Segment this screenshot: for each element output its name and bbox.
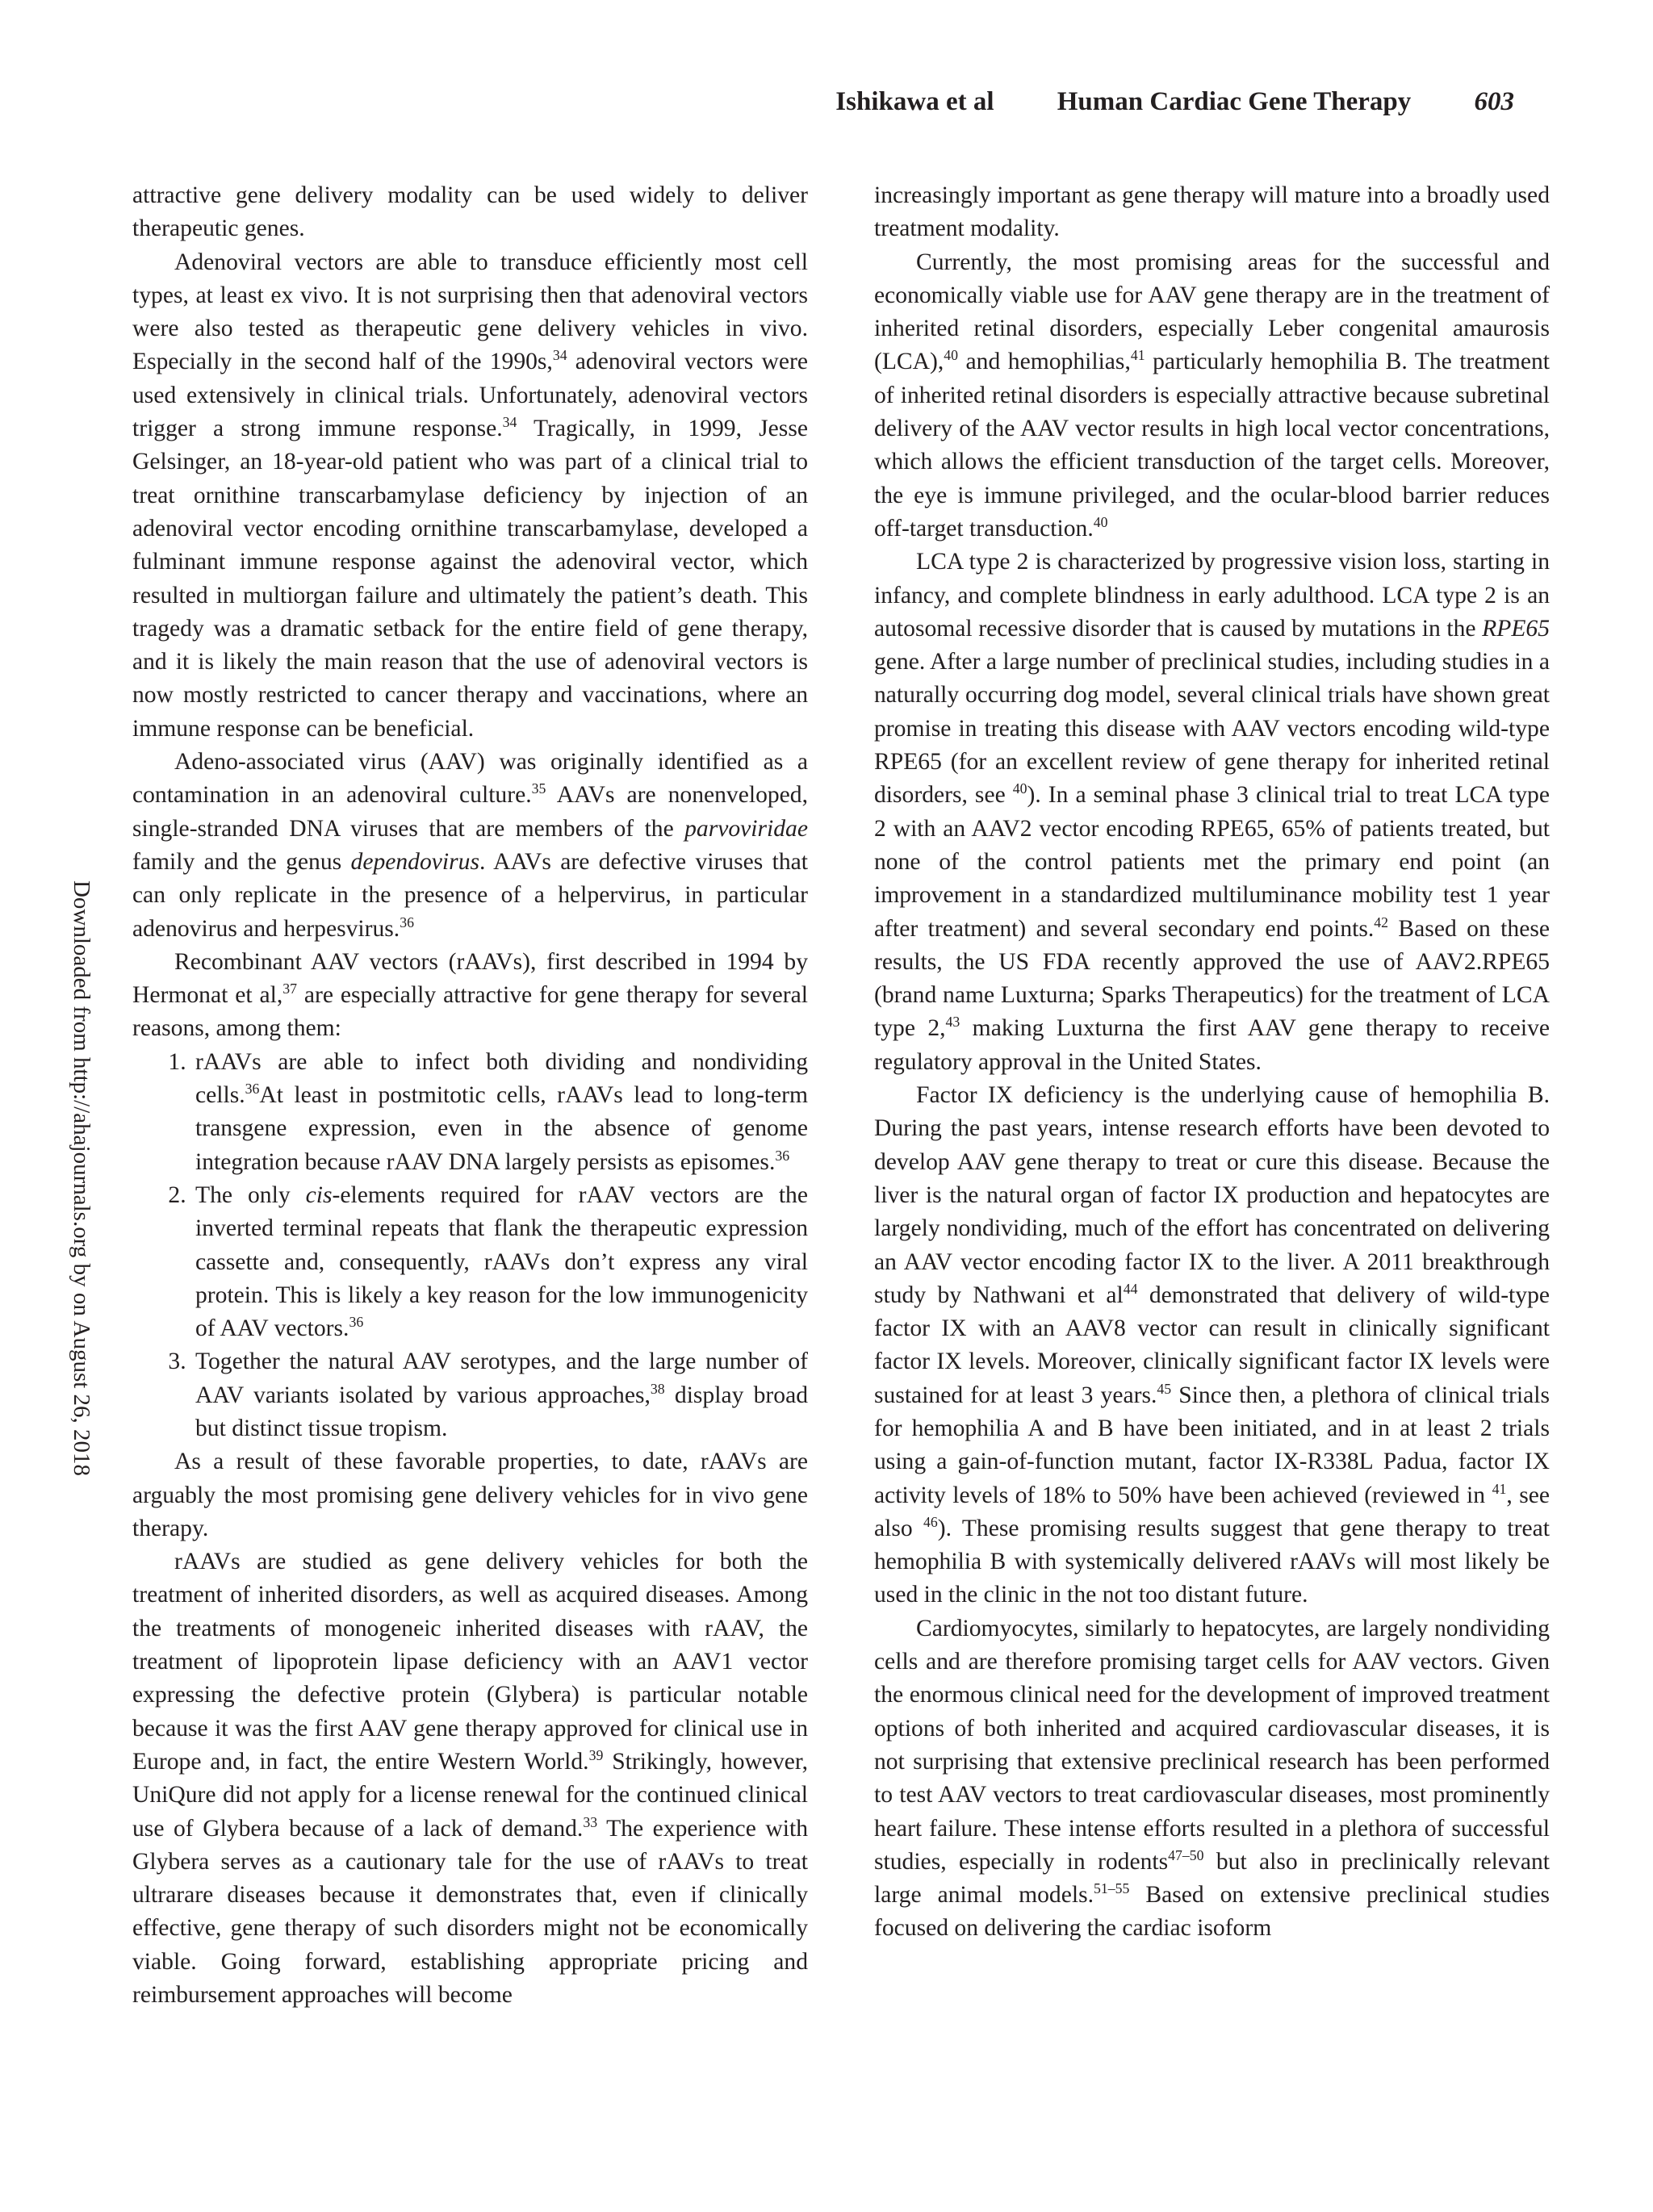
- citation: 38: [650, 1380, 665, 1397]
- citation: 35: [531, 780, 546, 797]
- citation: 42: [1374, 914, 1389, 930]
- header-authors: Ishikawa et al: [835, 87, 994, 116]
- right-column: [874, 179, 1550, 1946]
- paragraph-glybera: rAAVs are studied as gene delivery vehicles for both the treatment of inherited disorders, as well as acquired diseases. Among the treatments of monogeneic inherited diseases with rAAV, the treatment of lipoprotein lipase deficiency with an AAV1 vector expressing the defective protein (Glybera) is particular notable because it was the first AAV gene therapy approved for clinical use in Europe and, in fact, the entire Western World.$^{39}$ Strikingly, however, UniQure did not apply for a license renewal for the continued clinical use of Glybera because of a lack of demand.$^{33}$ The experience with Glybera serves as a cautionary tale for the use of rAAVs to treat ultrarare diseases because it demonstrates that, even if clinically effective, gene therapy of such disorders might not be economically viable. Going forward, establishing appropriate pricing and reimbursement approaches will become: [132, 1549, 809, 2009]
- paragraph-retinal: Currently, the most promising areas for the successful and economically viable use for AAV gene therapy are in the treatment of inherited retinal disorders, especially Leber congenital amaurosis (LCA),$^{40}$ and hemophilias,$^{41}$ particularly hemophilia B. The treatment of inherited retinal disorders is especially attractive because subretinal delivery of the AAV vector results in high local vector concentrations, which allows the efficient transduction of the target cells. Moreover, the eye is immune privileged, and the ocular-blood barrier reduces off-target transduction.$^{40}$: [874, 249, 1550, 542]
- citation: 44: [1123, 1280, 1138, 1297]
- citation: 37: [282, 981, 297, 997]
- left-column: [132, 179, 808, 2012]
- citation: 47–50: [1168, 1846, 1204, 1863]
- paragraph: As a result of these favorable properties, to date, rAAVs are arguably the most promising gene delivery vehicles for in vivo gene therapy.: [132, 1449, 808, 1541]
- citation: 41: [1492, 1480, 1507, 1497]
- citation: 36: [349, 1314, 364, 1331]
- citation: 36: [245, 1081, 260, 1098]
- paragraph: increasingly important as gene therapy will mature into a broadly used treatment modality.: [874, 182, 1550, 242]
- paragraph-aav: Adeno-associated virus (AAV) was originally identified as a contamination in an adenoviral culture.$^{35}$ AAVs are nonenveloped, single-stranded DNA viruses that are members of the parvoviridae family and the genus dependovirus. AAVs are defective viruses that can only replicate in the presence of a helpervirus, in particular adenovirus and herpesvirus.$^{36}$: [132, 749, 808, 942]
- paragraph-lca: LCA type 2 is characterized by progressive vision loss, starting in infancy, and complete blindness in early adulthood. LCA type 2 is an autosomal recessive disorder that is caused by mutations in the RPE65 gene. After a large number of preclinical studies, including studies in a naturally occurring dog model, several clinical trials have shown great promise in treating this disease with AAV vectors encoding wild-type RPE65 (for an excellent review of gene therapy for inherited retinal disorders, see $^{40}$). In a seminal phase 3 clinical trial to treat LCA type 2 with an AAV2 vector encoding RPE65, 65% of patients treated, but none of the control patients met the primary end point (an improvement in a standardized multiluminance mobility test 1 year after treatment) and several secondary end points.$^{42}$ Based on these results, the US FDA recently approved the use of AAV2.RPE65 (brand name Luxturna; Sparks Therapeutics) for the treatment of LCA type 2,43 making Luxturna the first AAV gene therapy to receive regulatory approval in the United States.: [874, 549, 1550, 1075]
- list-item: 1. rAAVs are able to infect both dividing and nondividing cells.$^{36}$At least in postmitotic cells, rAAVs lead to long-term transgene expression, even in the absence of genome integration because rAAV DNA largely persists as episomes.$^{36}$: [192, 1046, 808, 1179]
- paragraph-adenoviral: Adenoviral vectors are able to transduce efficiently most cell types, at least ex vivo. It is not surprising then that adenoviral vectors were also tested as therapeutic gene delivery vehicles in vivo. Especially in the second half of the 1990s,$^{34}$ adenoviral vectors were used extensively in clinical trials. Unfortunately, adenoviral vectors trigger a strong immune response.$^{34}$ Tragically, in 1999, Jesse Gelsinger, an 18-year-old patient who was part of a clinical trial to treat ornithine transcarbamylase deficiency by injection of an adenoviral vector encoding ornithine transcarbamylase, developed a fulminant immune response against the adenoviral vector, which resulted in multiorgan failure and ultimately the patient’s death. This tragedy was a dramatic setback for the entire field of gene therapy, and it is likely the main reason that the use of adenoviral vectors is now mostly restricted to cancer therapy and vaccinations, where an immune response can be beneficial.: [132, 249, 808, 742]
- citation: 40: [944, 347, 959, 364]
- download-note: Downloaded from http://ahajournals.org by on August 26, 2018: [69, 880, 94, 1477]
- citation: 41: [1130, 347, 1145, 364]
- paragraph-raav: Recombinant AAV vectors (rAAVs), first described in 1994 by Hermonat et al,$^{37}$ are especially attractive for gene therapy for several reasons, among them:: [132, 948, 808, 1042]
- paragraph-cardiomyocytes: Cardiomyocytes, similarly to hepatocytes, are largely nondividing cells and are therefore promising target cells for AAV vectors. Given the enormous clinical need for the development of improved treatment options of both inherited and acquired cardiovascular diseases, it is not surprising that extensive preclinical research has been performed to test AAV vectors to treat cardiovascular diseases, most prominently heart failure. These intense efforts resulted in a plethora of successful studies, especially in rodents$^{47-50}$ but also in preclinically relevant large animal models.$^{51-55}$ Based on extensive preclinical studies focused on delivering the cardiac isoform: [874, 1615, 1550, 1942]
- citation: 40: [1012, 780, 1027, 797]
- citation: 43: [945, 1014, 960, 1031]
- citation: 45: [1157, 1380, 1172, 1397]
- list-item: 2. The only cis-elements required for rAAV vectors are the inverted terminal repeats that flank the therapeutic expression cassette and, consequently, rAAVs don’t express any viral protein. This is likely a key reason for the low immunogenicity of AAV vectors.$^{36}$: [192, 1179, 808, 1345]
- reasons-list: [132, 1046, 808, 1446]
- list-item: 3. Together the natural AAV serotypes, and the large number of AAV variants isolated by various approaches,$^{38}$ display broad but distinct tissue tropism.: [192, 1345, 808, 1445]
- paragraph-factor-ix: Factor IX deficiency is the underlying cause of hemophilia B. During the past years, intense research efforts have been devoted to develop AAV gene therapy to treat or cure this disease. Because the liver is the natural organ of factor IX production and hepatocytes are largely nondividing, much of the effort has concentrated on delivering an AAV vector encoding factor IX to the liver. A 2011 breakthrough study by Nathwani et $al^{44}$ demonstrated that delivery of wild-type factor IX with an AAV8 vector can result in clinically significant factor IX levels. Moreover, clinically significant factor IX levels were sustained for at least 3 years.$^{45}$ Since then, a plethora of clinical trials for hemophilia A and B have been initiated, and in at least 2 trials using a gain-of-function mutant, factor IX-R338L Padua, factor IX activity levels of 18% to 50% have been achieved (reviewed in $^{41}$, see also $^{46}$). These promising results suggest that gene therapy to treat hemophilia B with systemically delivered rAAVs will most likely be used in the clinic in the not too distant future.: [874, 1082, 1550, 1608]
- page-number: 603: [1474, 87, 1514, 116]
- citation: 39: [588, 1747, 604, 1764]
- citation: 34: [552, 347, 567, 364]
- citation: 51–55: [1093, 1880, 1130, 1897]
- paragraph: attractive gene delivery modality can be used widely to deliver therapeutic genes.: [132, 182, 808, 242]
- running-header: [835, 87, 1514, 117]
- header-title: Human Cardiac Gene Therapy: [1057, 87, 1412, 116]
- citation: 33: [583, 1813, 598, 1830]
- citation: 34: [502, 414, 517, 431]
- citation: 36: [775, 1147, 790, 1164]
- citation: 46: [923, 1514, 938, 1531]
- citation: 40: [1093, 514, 1108, 531]
- citation: 36: [400, 914, 414, 930]
